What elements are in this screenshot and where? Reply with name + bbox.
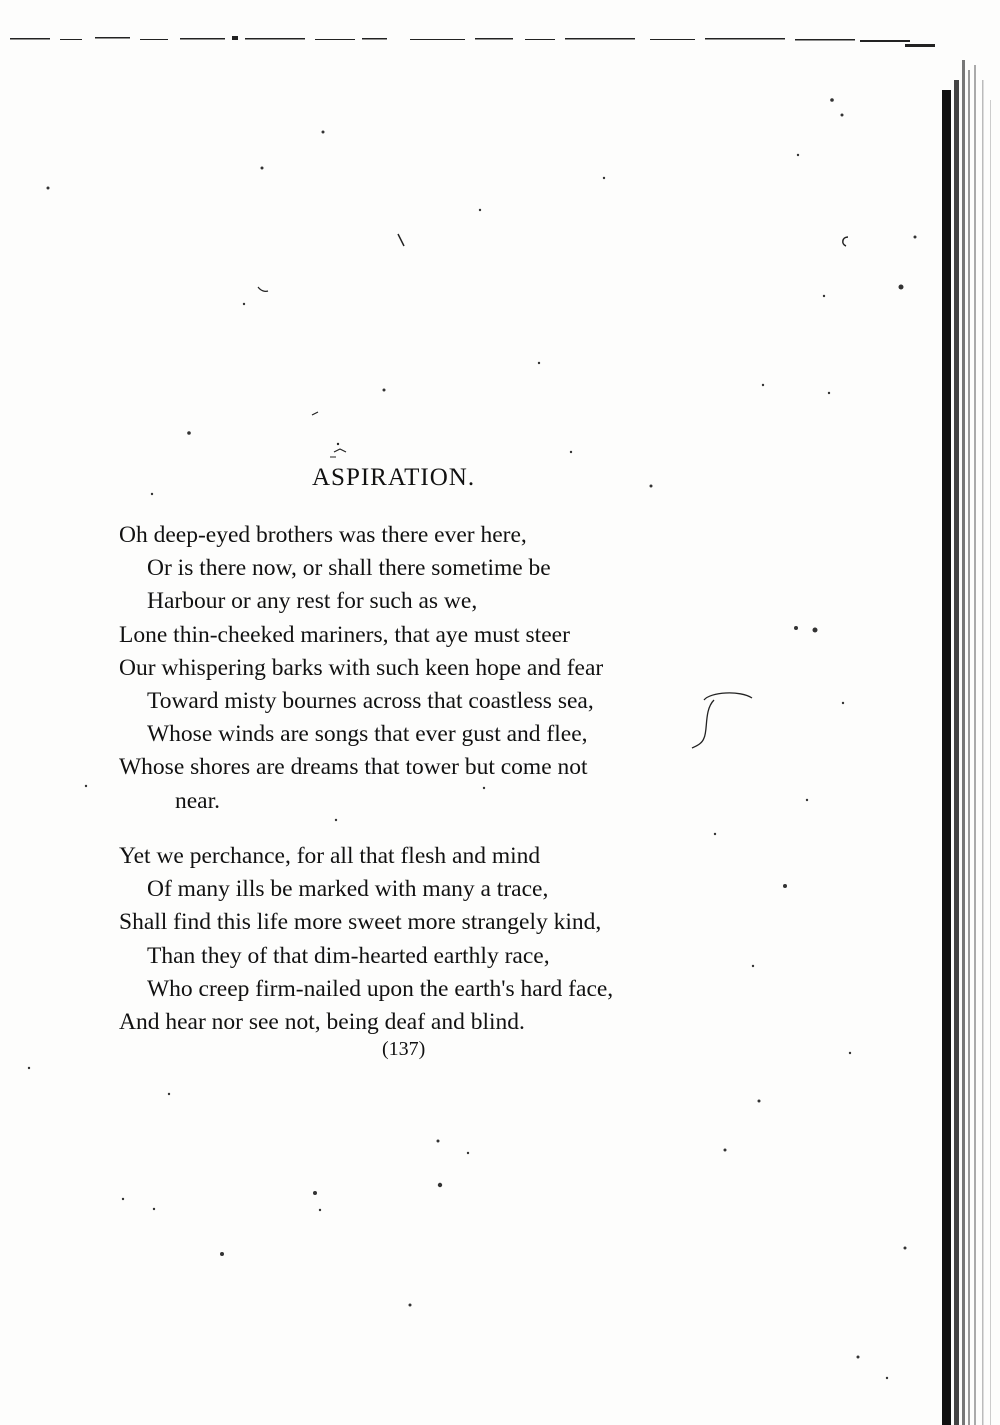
page-number: (137) [382,1038,426,1060]
poem-line: Shall find this life more sweet more strangely kind, [119,909,602,936]
poem-line: Or is there now, or shall there sometime be [147,555,551,582]
poem-line: Than they of that dim-hearted earthly race, [147,942,550,969]
poem-line: Toward misty bournes across that coastless sea, [147,688,594,715]
title-ink-mark [322,440,362,464]
stanza-1 [0,519,603,818]
margin-bracket-mark [690,690,770,760]
poem-line-continuation: near. [175,787,221,814]
poem-line: Yet we perchance, for all that flesh and mind [119,843,541,869]
poem-line: Our whispering barks with such keen hope and fear [119,654,604,681]
binding-edge [928,60,1000,1425]
poem-line: Of many ills be marked with many a trace, [147,876,549,903]
poem-line: Lone thin-cheeked mariners, that aye must steer [119,621,570,648]
poem-line: Who creep firm-nailed upon the earth's hard face, [147,975,614,1002]
poem-line: Whose shores are dreams that tower but come not [119,754,588,781]
poem-title: ASPIRATION. [312,464,476,491]
poem-line: Harbour or any rest for such as we, [147,588,478,615]
stanza-2 [0,840,613,1039]
poem-line: And hear nor see not, being deaf and blind. [119,1009,525,1036]
poem-line: Oh deep-eyed brothers was there ever here, [119,522,527,548]
poem-line: Whose winds are songs that ever gust and flee, [147,721,588,748]
